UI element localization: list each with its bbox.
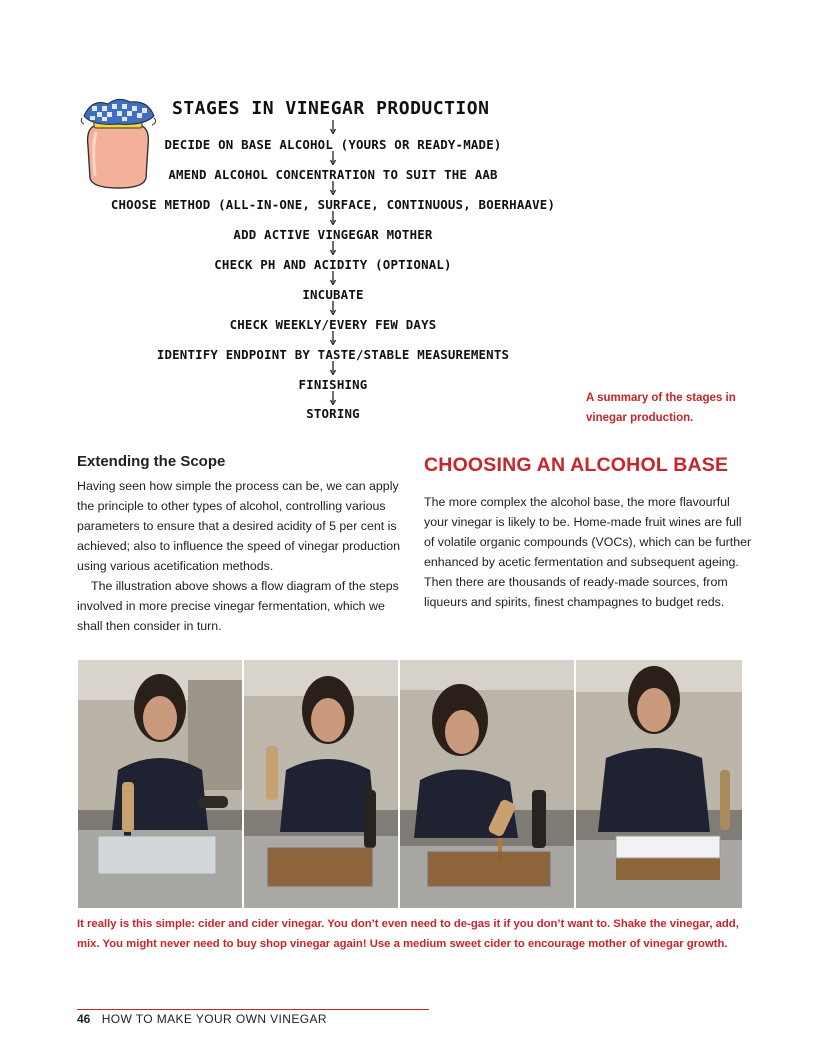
photo-strip	[78, 660, 744, 908]
photo-pouring-step-2	[244, 660, 398, 908]
body-paragraph: Having seen how simple the process can be, we can apply the principle to other types of alcohol, controlling various parameters to ensure that a desired acidity of 5 per cent is achieved; also to influence the speed of vinegar production using various acetification methods.	[77, 479, 401, 573]
photo-pouring-step-3	[400, 660, 574, 908]
section-heading: Extending the Scope	[77, 453, 226, 470]
diagram-caption: A summary of the stages in vinegar production.	[586, 392, 736, 424]
body-paragraph: The more complex the alcohol base, the more flavourful your vinegar is likely to be. Home-made fruit wines are full of volatile organic compounds (VOCs), which can be further enhanced by acetic fermentation and subsequent ageing. Then there are thousands of ready-made sources, from liqueurs and spirits, finest champagnes to budget reds.	[424, 495, 752, 609]
running-book-title: HOW TO MAKE YOUR OWN VINEGAR	[101, 1012, 327, 1026]
flow-diagram	[0, 0, 818, 440]
flow-arrow-icon	[330, 181, 336, 195]
flow-step: AMEND ALCOHOL CONCENTRATION TO SUIT THE AAB	[168, 167, 498, 182]
flow-arrow-icon	[330, 271, 336, 285]
flow-step: FINISHING	[298, 377, 368, 392]
flow-arrow-icon	[330, 120, 336, 134]
page-footer	[77, 1012, 327, 1026]
body-paragraph: The illustration above shows a flow diagram of the steps involved in more precise vinegar fermentation, which we shall then consider in turn.	[77, 579, 399, 633]
footer-rule	[77, 1009, 429, 1010]
flow-step: STORING	[306, 406, 360, 421]
flow-step: IDENTIFY ENDPOINT BY TASTE/STABLE MEASUREMENTS	[156, 347, 510, 362]
flow-arrow-icon	[330, 361, 336, 375]
photo-caption: It really is this simple: cider and cider vinegar. You don’t even need to de-gas it if you don’t want to. Shake the vinegar, add, mix. You might never need to buy shop vinegar again! Use a medium sweet cider to encourage mother of vinegar growth.	[77, 918, 739, 950]
flow-arrow-icon	[330, 211, 336, 225]
photo-covering-step-4	[576, 660, 742, 908]
flow-step: INCUBATE	[302, 287, 364, 302]
chapter-heading: CHOOSING AN ALCOHOL BASE	[424, 454, 729, 476]
flow-arrow-icon	[330, 241, 336, 255]
left-column	[77, 452, 405, 636]
flow-arrow-icon	[330, 331, 336, 345]
flow-step: ADD ACTIVE VINGEGAR MOTHER	[233, 227, 433, 242]
flow-step: CHOOSE METHOD (ALL-IN-ONE, SURFACE, CONTINUOUS, BOERHAAVE)	[110, 197, 556, 212]
flow-arrow-icon	[330, 391, 336, 405]
right-column	[424, 452, 754, 612]
flow-step: CHECK WEEKLY/EVERY FEW DAYS	[229, 317, 437, 332]
flow-step: DECIDE ON BASE ALCOHOL (YOURS OR READY-MADE)	[164, 137, 502, 152]
flow-step: CHECK PH AND ACIDITY (OPTIONAL)	[214, 257, 452, 272]
flow-diagram-title: STAGES IN VINEGAR PRODUCTION	[172, 98, 490, 119]
flow-arrow-icon	[330, 151, 336, 165]
page-number: 46	[77, 1012, 91, 1026]
flow-arrow-icon	[330, 301, 336, 315]
photo-pouring-step-1	[78, 660, 242, 908]
